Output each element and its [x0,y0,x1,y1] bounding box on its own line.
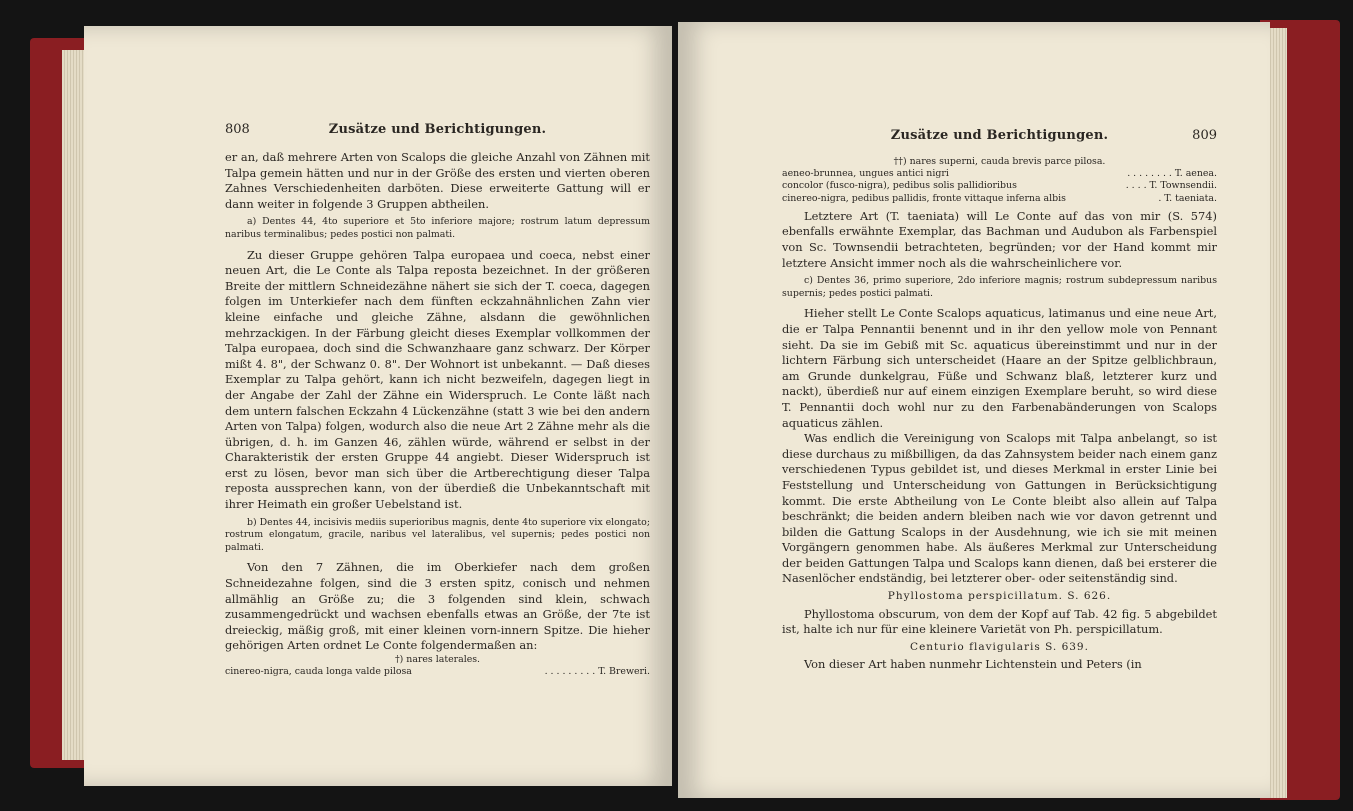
paragraph: Hieher stellt Le Conte Scalops aquaticus, latimanus und eine neue Art, die er Talpa Pennantii benennt und in ihr den yellow mole von Pennant sieht. Da sie im Gebiß mit Sc. aquaticus übereinstimmt und nur in der lichtern Färbung sich unterscheidet (Haare an der Spitze gelblichbraun, am Grunde dunkelgrau, Füße und Schwanz blaß, letzterer kurz und nackt), überdieß nur auf einem einzigen Exemplare beruht, so wird diese T. Pennantii doch wohl nur zu den Farbenabänderungen von Scalops aquaticus zählen. [782,306,1217,430]
key-row [782,193,1217,205]
key-heading: ††) nares superni, cauda brevis parce pilosa. [893,156,1106,167]
key-heading: †) nares laterales. [394,654,481,665]
key-row [225,666,650,678]
paragraph: er an, daß mehrere Arten von Scalops die gleiche Anzahl von Zähnen mit Talpa gemein hätten und nur in der Größe des ersten und vierten oberen Zahnes Verschiedenheiten darböten. Diese erweiterte Gattung will er dann weiter in folgende 3 Gruppen abtheilen. [225,150,650,211]
key-species: . T. taeniata. [1158,192,1217,204]
key-description: cinereo-nigra, pedibus pallidis, fronte vittaque inferna albis [782,192,1066,204]
paragraph: Was endlich die Vereinigung von Scalops mit Talpa anbelangt, so ist diese durchaus zu mißbilligen, da das Zahnsystem beider nach einem ganz verschiedenen Typus gebildet ist, und dieses Merkmal in erster Linie bei Feststellung und Unterscheidung von Gattungen in Berücksichtigung kommt. Die erste Abtheilung von Le Conte bleibt also allein auf Talpa beschränkt; die beiden andern bleiben nach wie vor davon getrennt und bilden die Gattung Scalops in der Ausdehnung, wie ich sie mit meinen Vorgängern genommen habe. Als äußeres Merkmal zur Unterscheidung der beiden Gattungen Talpa und Scalops kann dienen, daß bei ersterer die Nasenlöcher endständig, bei letzterer ober- oder seitenständig sind. [782,431,1217,586]
page-number: 809 [1192,128,1217,143]
right-page [678,22,1270,798]
key-description: concolor (fusco-nigra), pedibus solis pallidioribus [782,180,1017,192]
right-page-header [782,128,1217,148]
paragraph: Von dieser Art haben nunmehr Lichtenstein und Peters (in [804,657,1142,672]
section-heading: Phyllostoma perspicillatum. S. 626. [887,590,1112,603]
key-description: aeneo-brunnea, ungues antici nigri [782,168,949,180]
left-page [84,26,672,786]
paragraph: Zu dieser Gruppe gehören Talpa europaea und coeca, nebst einer neuen Art, die Le Conte als Talpa reposta bezeichnet. In der größeren Breite der mittlern Schneidezähne nähert sie sich der T. coeca, dagegen folgen im Unterkiefer nach dem fünften eckzahnähnlichen Zahn vier kleine einfache und gleiche Zähne, alsdann die gewöhnlichen mehrzackigen. In der Färbung gleicht dieses Exemplar vollkommen der Talpa europaea, doch sind die Schwanzhaare ganz schwarz. Der Körper mißt 4. 8", der Schwanz 0. 8". Der Wohnort ist unbekannt. — Daß dieses Exemplar zu Talpa gehört, kann ich nicht bezweifeln, dagegen liegt in der Angabe der Zahl der Zähne ein Widerspruch. Le Conte läßt nach dem untern falschen Eckzahn 4 Lückenzähne (statt 3 wie bei den andern Arten von Talpa) folgen, wodurch also die neue Art 2 Zähne mehr als die übrigen, d. h. im Ganzen 46, zählen würde, während er selbst in der Charakteristik der ersten Gruppe 44 angiebt. Dieser Widerspruch ist erst zu lösen, bevor man sich über die Artberechtigung dieser Talpa reposta aussprechen kann, von der überdieß die Unbekanntschaft mit ihrer Heimath ein großer Uebelstand ist. [225,247,650,512]
running-head: Zusätze und Berichtigungen. [890,128,1109,143]
paragraph: Von den 7 Zähnen, die im Oberkiefer nach dem großen Schneidezahne folgen, sind die 3 ersten spitz, conisch und nehmen allmählig an Größe zu; die 3 folgenden sind klein, schwach zusammengedrückt und wachsen ebenfalls etwas an Größe, der 7te ist dreieckig, mäßig groß, mit einer kleinen vorn-innern Spitze. Die hieher gehörigen Arten ordnet Le Conte folgendermaßen an: [225,560,650,653]
key-species: . . . . . . . . . T. Breweri. [544,666,650,678]
key-row [782,168,1217,180]
key-species: . . . . T. Townsendii. [1125,180,1217,192]
group-a-definition: a) Dentes 44, 4to superiore et 5to inferiore majore; rostrum latum depressum naribus terminalibus; pedes postici non palmati. [225,216,650,240]
left-page-header [225,122,650,142]
key-species: . . . . . . . . T. aenea. [1127,168,1217,180]
paragraph: Phyllostoma obscurum, von dem der Kopf auf Tab. 42 fig. 5 abgebildet ist, halte ich nur für eine kleinere Varietät von Ph. perspicillatum. [782,606,1217,637]
group-b-definition: b) Dentes 44, incisivis mediis superioribus magnis, dente 4to superiore vix elongato; rostrum elongatum, gracile, naribus vel lateralibus, vel supernis; pedes postici non palmati. [225,516,650,553]
group-c-definition: c) Dentes 36, primo superiore, 2do inferiore magnis; rostrum subdepressum naribus supernis; pedes postici palmati. [782,275,1217,299]
paragraph: Letztere Art (T. taeniata) will Le Conte auf das von mir (S. 574) ebenfalls erwähnte Exemplar, das Bachman und Audubon als Farbenspiel von Sc. Townsendii betrachteten, begründen; vor der Hand kommt mir letztere Ansicht immer noch als die wahrscheinlichere vor. [782,208,1217,270]
section-heading: Centurio flavigularis S. 639. [910,640,1089,653]
left-page-text [225,122,650,678]
running-head: Zusätze und Berichtigungen. [328,122,547,137]
key-row [782,180,1217,192]
right-page-text [782,128,1217,673]
page-edges-left [62,50,84,760]
key-description: cinereo-nigra, cauda longa valde pilosa [225,666,412,678]
page-number: 808 [225,122,250,137]
